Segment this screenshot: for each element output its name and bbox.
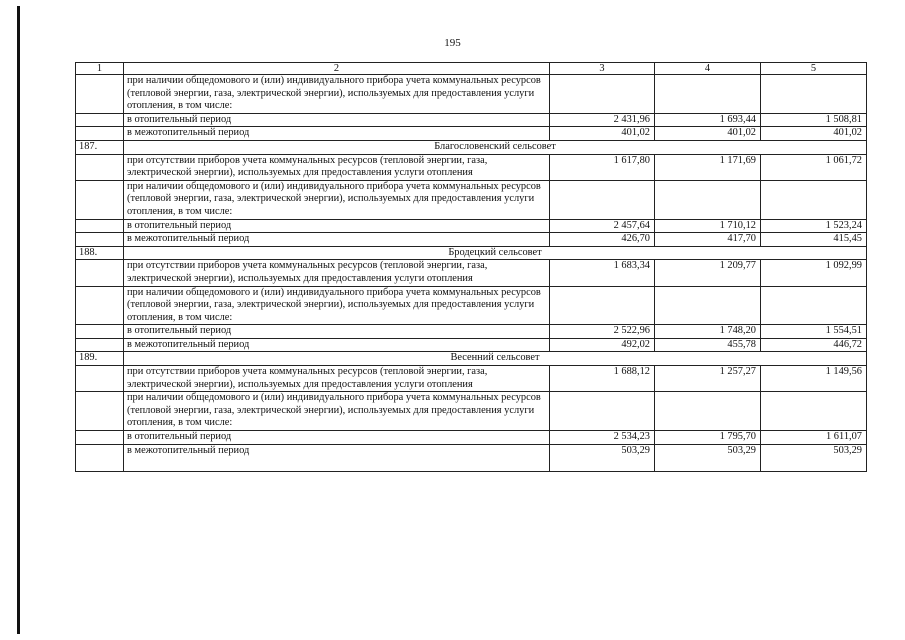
table-row [76,366,867,392]
value-cell-col5: 1 611,07 [761,431,867,445]
table-row [76,219,867,233]
table-row [76,444,867,471]
section-title-cell: Бродецкий сельсовет [124,246,867,260]
value-cell-col5: 1 092,99 [761,260,867,286]
value-cell-col3 [550,392,655,431]
table-row [76,338,867,352]
value-cell-col3: 1 688,12 [550,366,655,392]
value-cell-col5 [761,180,867,219]
tariff-table [75,62,867,472]
value-cell-col5: 446,72 [761,338,867,352]
row-number-cell [76,260,124,286]
value-cell-col3: 2 522,96 [550,325,655,339]
page-number: 195 [444,37,461,49]
description-cell: в межотопительный период [124,233,550,247]
table-row [76,113,867,127]
value-cell-col5: 503,29 [761,444,867,471]
table-row [76,154,867,180]
row-number-cell [76,338,124,352]
value-cell-col4 [655,286,761,325]
value-cell-col5: 1 149,56 [761,366,867,392]
row-number-cell [76,154,124,180]
header-cell: 2 [124,63,550,75]
value-cell-col5: 1 554,51 [761,325,867,339]
value-cell-col3: 1 683,34 [550,260,655,286]
row-number-cell [76,325,124,339]
value-cell-col3: 503,29 [550,444,655,471]
scan-edge-line [17,6,20,634]
description-cell: при отсутствии приборов учета коммунальных ресурсов (тепловой энергии, газа, электрической энергии), используемых для предоставления услуги отопления [124,260,550,286]
value-cell-col3 [550,180,655,219]
value-cell-col3: 2 431,96 [550,113,655,127]
row-number-cell: 187. [76,140,124,154]
value-cell-col4: 1 257,27 [655,366,761,392]
value-cell-col3: 2 534,23 [550,431,655,445]
description-cell: в межотопительный период [124,338,550,352]
row-number-cell [76,219,124,233]
description-cell: при наличии общедомового и (или) индивидуального прибора учета коммунальных ресурсов (тепловой энергии, газа, электрической энергии), используемых для предоставления услуги отопления, в том числе: [124,392,550,431]
description-cell: в отопительный период [124,219,550,233]
row-number-cell [76,233,124,247]
value-cell-col3 [550,75,655,114]
value-cell-col5 [761,286,867,325]
value-cell-col5: 1 061,72 [761,154,867,180]
header-cell: 4 [655,63,761,75]
description-cell: при наличии общедомового и (или) индивидуального прибора учета коммунальных ресурсов (тепловой энергии, газа, электрической энергии), используемых для предоставления услуги отопления, в том числе: [124,180,550,219]
description-cell: при отсутствии приборов учета коммунальных ресурсов (тепловой энергии, газа, электрической энергии), используемых для предоставления услуги отопления [124,154,550,180]
value-cell-col3: 1 617,80 [550,154,655,180]
value-cell-col3: 492,02 [550,338,655,352]
table-row [76,75,867,114]
value-cell-col3 [550,286,655,325]
header-cell: 3 [550,63,655,75]
value-cell-col4 [655,180,761,219]
table-row [76,233,867,247]
section-title-cell: Благословенский сельсовет [124,140,867,154]
description-cell: в межотопительный период [124,127,550,141]
description-cell: в отопительный период [124,431,550,445]
value-cell-col5: 1 508,81 [761,113,867,127]
value-cell-col5: 415,45 [761,233,867,247]
description-cell: в отопительный период [124,113,550,127]
table-row [76,392,867,431]
description-cell: при наличии общедомового и (или) индивидуального прибора учета коммунальных ресурсов (тепловой энергии, газа, электрической энергии), используемых для предоставления услуги отопления, в том числе: [124,75,550,114]
value-cell-col4: 455,78 [655,338,761,352]
row-number-cell [76,431,124,445]
section-row [76,246,867,260]
row-number-cell [76,392,124,431]
value-cell-col5 [761,392,867,431]
value-cell-col4 [655,75,761,114]
table-row [76,180,867,219]
row-number-cell [76,75,124,114]
section-row [76,352,867,366]
value-cell-col4: 1 748,20 [655,325,761,339]
row-number-cell [76,366,124,392]
table-row [76,286,867,325]
header-cell: 1 [76,63,124,75]
description-cell: в межотопительный период [124,444,550,471]
value-cell-col4: 401,02 [655,127,761,141]
section-row [76,140,867,154]
section-title-cell: Весенний сельсовет [124,352,867,366]
value-cell-col4: 1 171,69 [655,154,761,180]
row-number-cell [76,180,124,219]
header-row [76,63,867,75]
row-number-cell [76,286,124,325]
value-cell-col5: 401,02 [761,127,867,141]
table-row [76,127,867,141]
value-cell-col4: 1 693,44 [655,113,761,127]
value-cell-col4: 1 710,12 [655,219,761,233]
value-cell-col4 [655,392,761,431]
value-cell-col3: 2 457,64 [550,219,655,233]
description-cell: при наличии общедомового и (или) индивидуального прибора учета коммунальных ресурсов (тепловой энергии, газа, электрической энергии), используемых для предоставления услуги отопления, в том числе: [124,286,550,325]
header-cell: 5 [761,63,867,75]
table-row [76,431,867,445]
value-cell-col3: 401,02 [550,127,655,141]
value-cell-col5 [761,75,867,114]
table-row [76,260,867,286]
value-cell-col3: 426,70 [550,233,655,247]
description-cell: в отопительный период [124,325,550,339]
description-cell: при отсутствии приборов учета коммунальных ресурсов (тепловой энергии, газа, электрической энергии), используемых для предоставления услуги отопления [124,366,550,392]
value-cell-col4: 417,70 [655,233,761,247]
row-number-cell [76,113,124,127]
row-number-cell: 188. [76,246,124,260]
value-cell-col4: 503,29 [655,444,761,471]
table-row [76,325,867,339]
row-number-cell: 189. [76,352,124,366]
value-cell-col5: 1 523,24 [761,219,867,233]
row-number-cell [76,127,124,141]
row-number-cell [76,444,124,471]
value-cell-col4: 1 795,70 [655,431,761,445]
value-cell-col4: 1 209,77 [655,260,761,286]
